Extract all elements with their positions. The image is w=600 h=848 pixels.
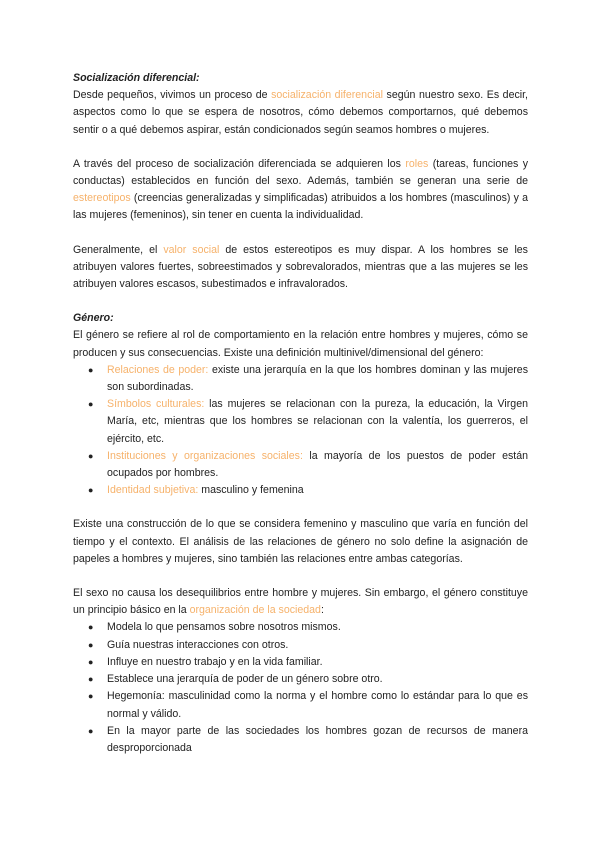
highlight-term: Identidad subjetiva: bbox=[107, 484, 199, 497]
highlight-estereotipos: estereotipos bbox=[73, 192, 131, 205]
bullet-icon: ● bbox=[88, 399, 94, 410]
bullet-icon: ● bbox=[88, 656, 94, 667]
spacer bbox=[73, 225, 528, 242]
text: de estos estereotipos es muy dispar. A los hombres se les atribuyen valores fuertes, sobreestimados y sobrevalorados, mientras que a las mujeres se les atribuyen valores escasos, subestimados e infravalorados. bbox=[73, 243, 528, 291]
text: existe una jerarquía en la que los hombres dominan y las mujeres son subordinadas. bbox=[107, 363, 528, 394]
paragraph-genero-construccion: Existe una construcción de lo que se considera femenino y masculino que varía en función del tiempo y el contexto. El análisis de las relaciones de género no solo define la asignación de papeles a hombres y mujeres, sino también las relaciones entre ambas categorías. bbox=[73, 518, 528, 565]
bullet-icon: ● bbox=[88, 674, 94, 685]
list-item bbox=[73, 671, 528, 688]
text: las mujeres se relacionan con la pureza, la educación, la Virgen María, etc, mientras que los hombres se relacionan con la valentía, los guerreros, el ejército, etc. bbox=[107, 398, 528, 445]
text: Modela lo que pensamos sobre nosotros mismos. bbox=[107, 621, 341, 634]
text: : bbox=[320, 604, 324, 617]
paragraph-genero-intro: El género se refiere al rol de comportamiento en la relación entre hombres y mujeres, cómo se producen y sus consecuencias. Existe una definición multinivel/dimensional del género: bbox=[73, 329, 528, 359]
text: Guía nuestras interacciones con otros. bbox=[107, 638, 289, 651]
paragraph-socializacion-2 bbox=[73, 156, 528, 225]
bullet-icon: ● bbox=[88, 691, 94, 702]
highlight-socializacion-diferencial: socialización diferencial bbox=[271, 89, 383, 102]
highlight-term: Instituciones y organizaciones sociales: bbox=[107, 449, 303, 462]
text: El sexo no causa los desequilibrios entre hombre y mujeres. Sin embargo, el género constituye un principio básico en la bbox=[73, 587, 528, 617]
highlight-roles: roles bbox=[405, 157, 429, 170]
text: Influye en nuestro trabajo y en la vida familiar. bbox=[107, 655, 323, 668]
text: Establece una jerarquía de poder de un género sobre otro. bbox=[107, 673, 383, 686]
document-page bbox=[73, 70, 528, 757]
bullet-icon: ● bbox=[88, 639, 94, 650]
text: En la mayor parte de las sociedades los hombres gozan de recursos de manera desproporcionada bbox=[107, 724, 528, 754]
heading-genero: Género: bbox=[73, 312, 114, 325]
text: Hegemonía: masculinidad como la norma y el hombre como lo estándar para lo que es normal y válido. bbox=[107, 690, 528, 720]
spacer bbox=[73, 139, 528, 156]
spacer bbox=[73, 293, 528, 310]
list-item bbox=[73, 482, 528, 499]
genero-dimensions-list bbox=[73, 362, 528, 500]
text: Desde pequeños, vivimos un proceso de bbox=[73, 89, 272, 102]
text: (tareas, funciones y conductas) establecidos en función del sexo. Además, también se generan una serie de bbox=[73, 157, 529, 188]
text: Generalmente, el bbox=[73, 243, 164, 256]
highlight-term: Relaciones de poder: bbox=[107, 363, 209, 376]
list-item bbox=[73, 688, 528, 722]
list-item bbox=[73, 619, 528, 636]
highlight-valor-social: valor social bbox=[163, 243, 220, 256]
text: A través del proceso de socialización diferenciada se adquieren los bbox=[73, 157, 406, 170]
spacer bbox=[73, 499, 528, 516]
highlight-term: Símbolos culturales: bbox=[107, 398, 205, 411]
genero-effects-list bbox=[73, 619, 528, 757]
paragraph-socializacion-3 bbox=[73, 242, 528, 294]
bullet-icon: ● bbox=[88, 485, 94, 496]
list-item bbox=[73, 723, 528, 757]
text: masculino y femenina bbox=[198, 484, 304, 497]
text: la mayoría de los puestos de poder están ocupados por hombres. bbox=[107, 449, 528, 480]
heading-socializacion: Socialización diferencial: bbox=[73, 72, 200, 84]
text: según nuestro sexo. Es decir, aspectos como lo que se espera de nosotros, cómo debemos comportarnos, qué debemos sentir o a qué debemos aspirar, están condicionados según seamos hombres o mujeres. bbox=[73, 89, 529, 136]
bullet-icon: ● bbox=[88, 725, 94, 736]
bullet-icon: ● bbox=[88, 364, 94, 375]
list-item bbox=[73, 448, 528, 482]
paragraph-socializacion-1 bbox=[73, 87, 528, 139]
paragraph-genero-principio bbox=[73, 585, 528, 619]
list-item bbox=[73, 637, 528, 654]
text: (creencias generalizadas y simplificadas) atribuidos a los hombres (masculinos) y a las mujeres (femeninos), sin tener en cuenta la individualidad. bbox=[73, 192, 528, 222]
bullet-icon: ● bbox=[88, 450, 94, 461]
list-item bbox=[73, 396, 528, 448]
highlight-organizacion-sociedad: organización de la sociedad bbox=[189, 604, 321, 617]
list-item bbox=[73, 654, 528, 671]
bullet-icon: ● bbox=[88, 622, 94, 633]
list-item bbox=[73, 362, 528, 396]
spacer bbox=[73, 568, 528, 585]
